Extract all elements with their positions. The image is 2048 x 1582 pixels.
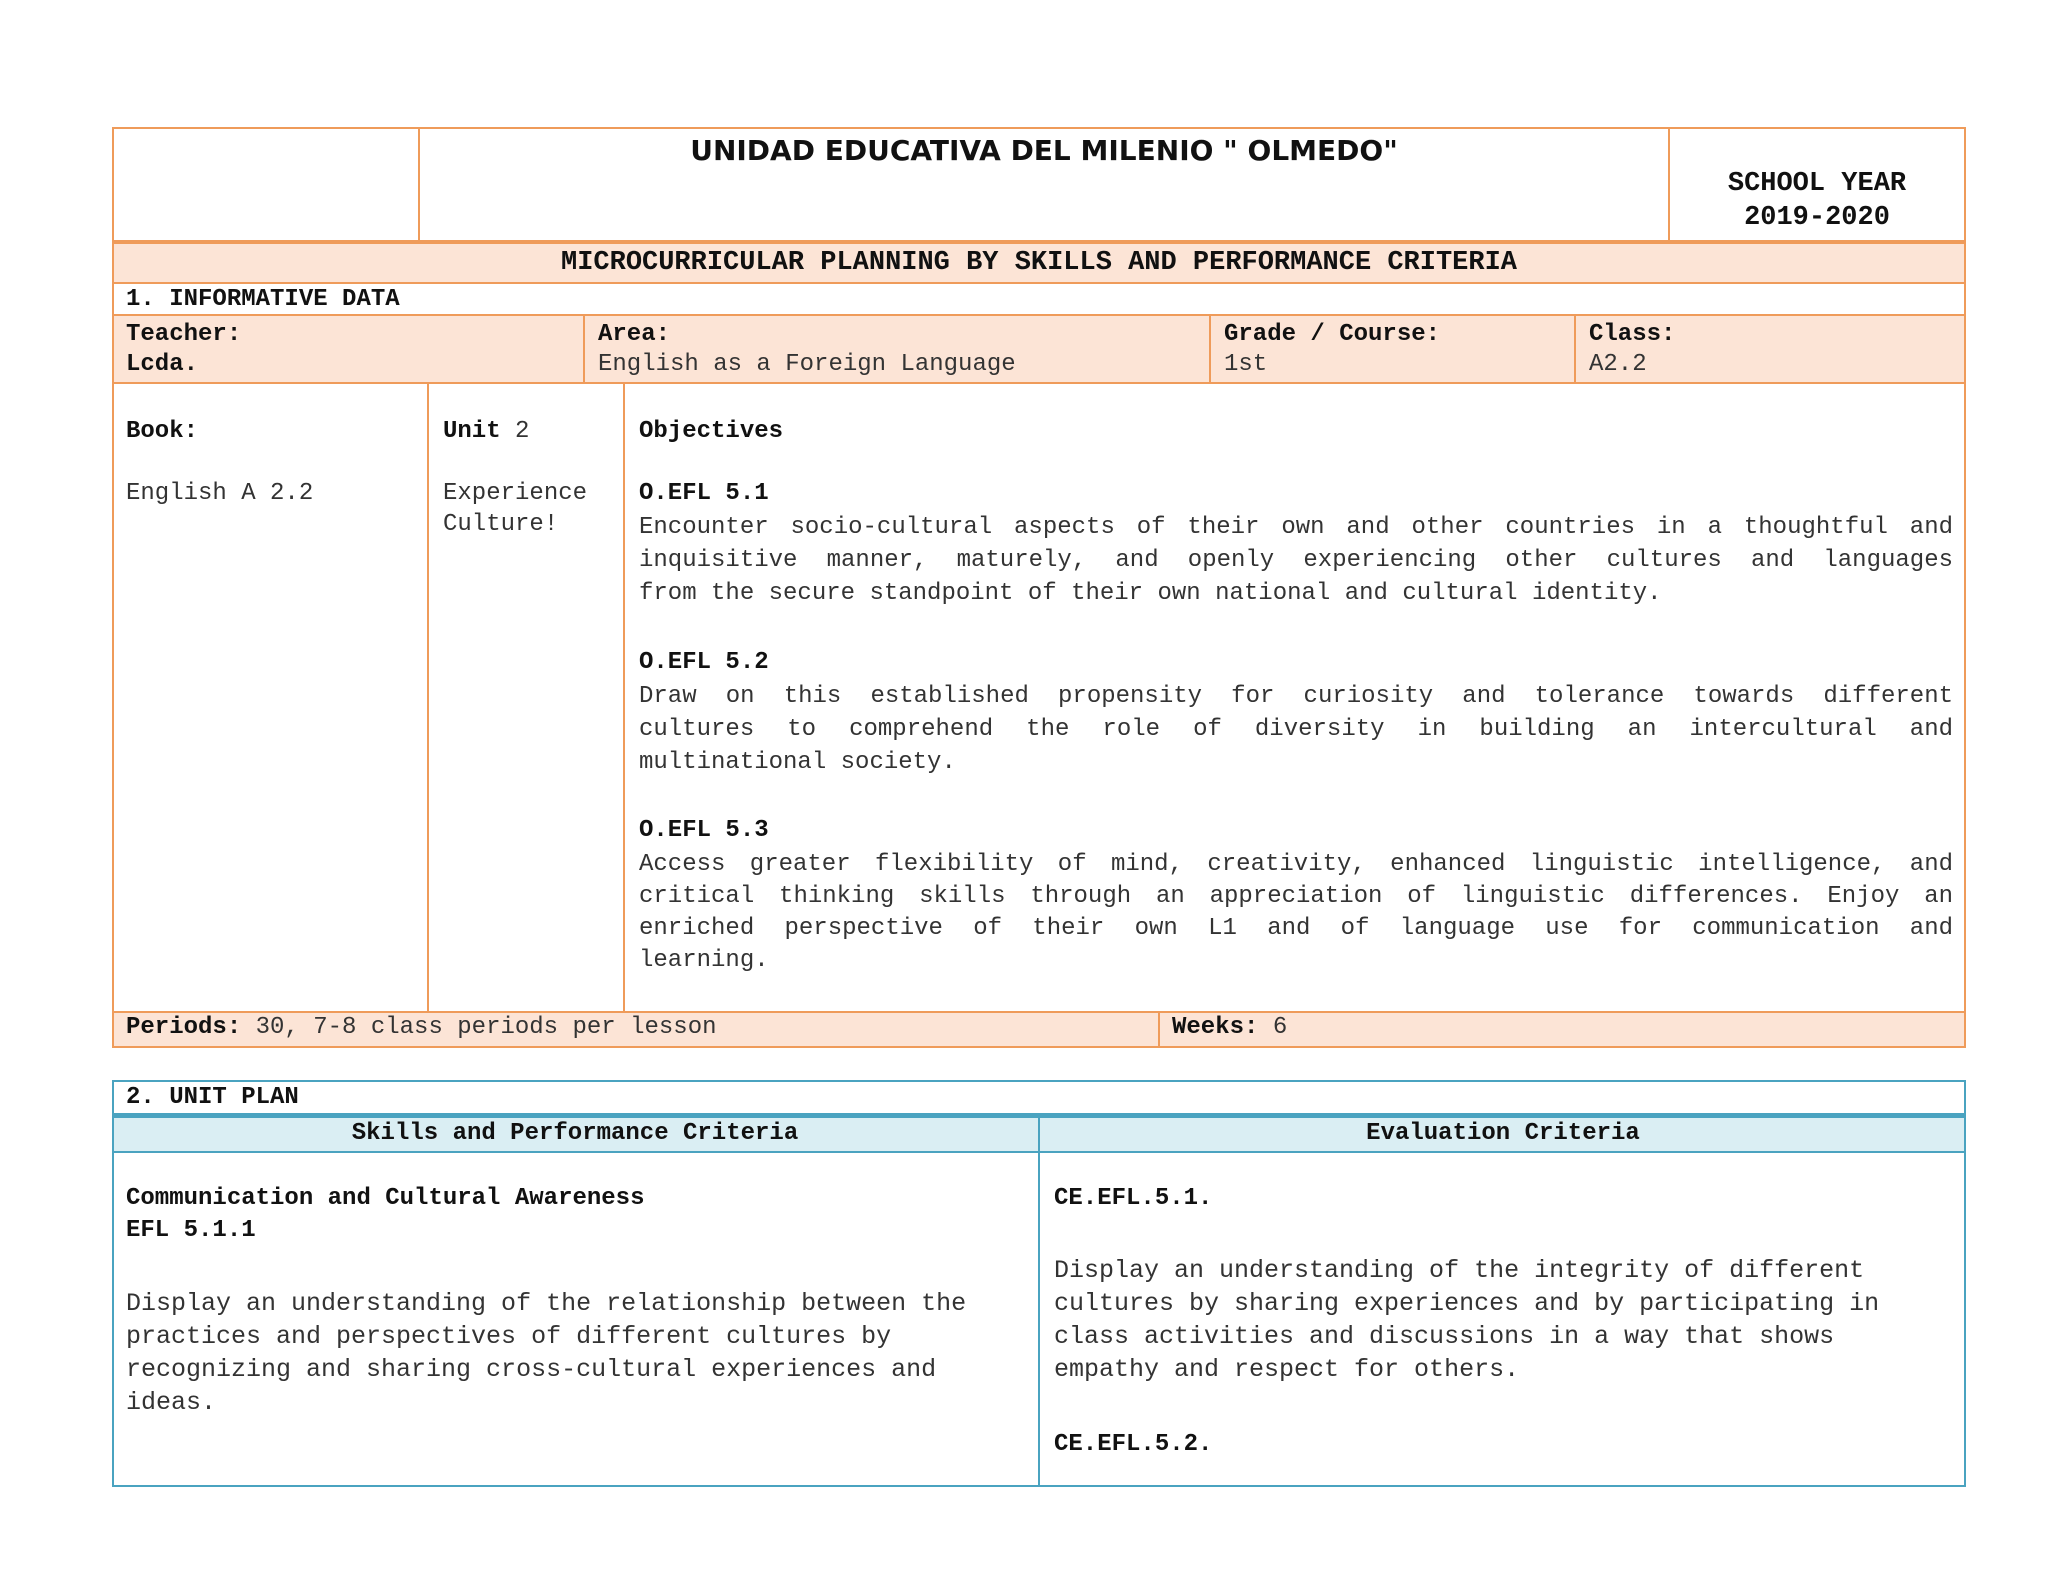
objective-text: [639, 513, 1953, 609]
class-label: Class:: [1589, 321, 1676, 348]
teacher-label: Teacher:: [126, 321, 242, 348]
unit-name-line-2: Culture!: [443, 511, 559, 538]
book-divider: [427, 382, 429, 1013]
objective-text: [639, 682, 1953, 778]
objectives-label: Objectives: [639, 418, 784, 445]
info-divider-1: [583, 314, 585, 384]
unit-plan-section-row: [112, 1080, 1966, 1118]
periods-divider: [1158, 1011, 1160, 1048]
objective-code: O.EFL 5.2: [639, 649, 769, 676]
main-title: MICROCURRICULAR PLANNING BY SKILLS AND PERFORMANCE CRITERIA: [561, 248, 1517, 278]
info-fields-row: [112, 314, 1966, 384]
evaluation-column-header: Evaluation Criteria: [1366, 1120, 1640, 1147]
objective-text: [639, 850, 1953, 976]
objective-line: Draw on this established propensity for curiosity and tolerance towards different: [639, 683, 1953, 710]
teacher-value: Lcda.: [126, 351, 199, 378]
unit-heading: [443, 417, 529, 447]
objective-line: cultures to comprehend the role of diversity in building an intercultural and: [639, 716, 1953, 743]
skill-line: ideas.: [126, 1388, 217, 1417]
periods-value: 30, 7-8 class periods per lesson: [255, 1014, 717, 1041]
skill-code: EFL 5.1.1: [126, 1217, 256, 1244]
grade-label: Grade / Course:: [1224, 321, 1441, 348]
info-divider-3: [1574, 314, 1576, 384]
unit-plan-section-title: 2. UNIT PLAN: [126, 1084, 299, 1111]
area-value: English as a Foreign Language: [598, 351, 1016, 378]
evaluation-code-1: CE.EFL.5.1.: [1054, 1185, 1213, 1212]
periods-label: Periods:: [126, 1014, 242, 1041]
objective-line: multinational society.: [639, 749, 956, 776]
grade-value: 1st: [1224, 351, 1268, 378]
skill-line: Display an understanding of the relationship between the: [126, 1289, 967, 1318]
unit-divider: [623, 382, 625, 1013]
book-label: Book:: [126, 418, 199, 445]
weeks-label: Weeks:: [1172, 1014, 1259, 1041]
class-value: A2.2: [1589, 351, 1647, 378]
school-name: UNIDAD EDUCATIVA DEL MILENIO " OLMEDO": [690, 134, 1398, 167]
evaluation-description-1: [1054, 1254, 1954, 1386]
school-year-label: SCHOOL YEAR: [1727, 169, 1907, 199]
objective-line: enriched perspective of their own L1 and of language use for communication and: [639, 915, 1953, 942]
objective-line: critical thinking skills through an appreciation of linguistic differences. Enjoy an: [639, 883, 1953, 910]
info-divider-2: [1209, 314, 1211, 384]
evaluation-code-2: CE.EFL.5.2.: [1054, 1431, 1213, 1458]
objective-line: Access greater flexibility of mind, creativity, enhanced linguistic intelligence, and: [639, 851, 1953, 878]
unit-name-line-1: Experience: [443, 480, 588, 507]
evaluation-line: empathy and respect for others.: [1054, 1355, 1520, 1384]
periods: [126, 1013, 717, 1043]
skill-heading: Communication and Cultural Awareness: [126, 1185, 645, 1212]
weeks: [1172, 1013, 1287, 1043]
objective-code: O.EFL 5.3: [639, 817, 769, 844]
evaluation-line: Display an understanding of the integrity of different: [1054, 1256, 1865, 1285]
logo-cell: [112, 127, 420, 244]
informative-section-title: 1. INFORMATIVE DATA: [126, 286, 400, 313]
evaluation-line: cultures by sharing experiences and by participating in: [1054, 1289, 1880, 1318]
objective-code: O.EFL 5.1: [639, 480, 769, 507]
unit-number: 2: [515, 418, 530, 445]
evaluation-line: class activities and discussions in a way that shows: [1054, 1322, 1835, 1351]
unit-label: Unit: [443, 418, 501, 445]
skills-column-header: Skills and Performance Criteria: [351, 1120, 799, 1147]
school-year-value: 2019-2020: [1744, 203, 1890, 233]
objective-line: Encounter socio-cultural aspects of their own and other countries in a thoughtful and: [639, 514, 1953, 541]
skill-line: practices and perspectives of different cultures by: [126, 1322, 892, 1351]
objective-line: learning.: [639, 947, 769, 974]
weeks-value: 6: [1272, 1014, 1288, 1041]
area-label: Area:: [598, 321, 671, 348]
objective-line: from the secure standpoint of their own national and cultural identity.: [639, 580, 1662, 607]
unit-plan-body-divider: [1038, 1151, 1040, 1487]
objective-line: inquisitive manner, maturely, and openly experiencing other cultures and languages: [639, 547, 1953, 574]
skill-line: recognizing and sharing cross-cultural experiences and: [126, 1355, 937, 1384]
book-value: English A 2.2: [126, 480, 314, 507]
skill-description: [126, 1287, 1026, 1419]
